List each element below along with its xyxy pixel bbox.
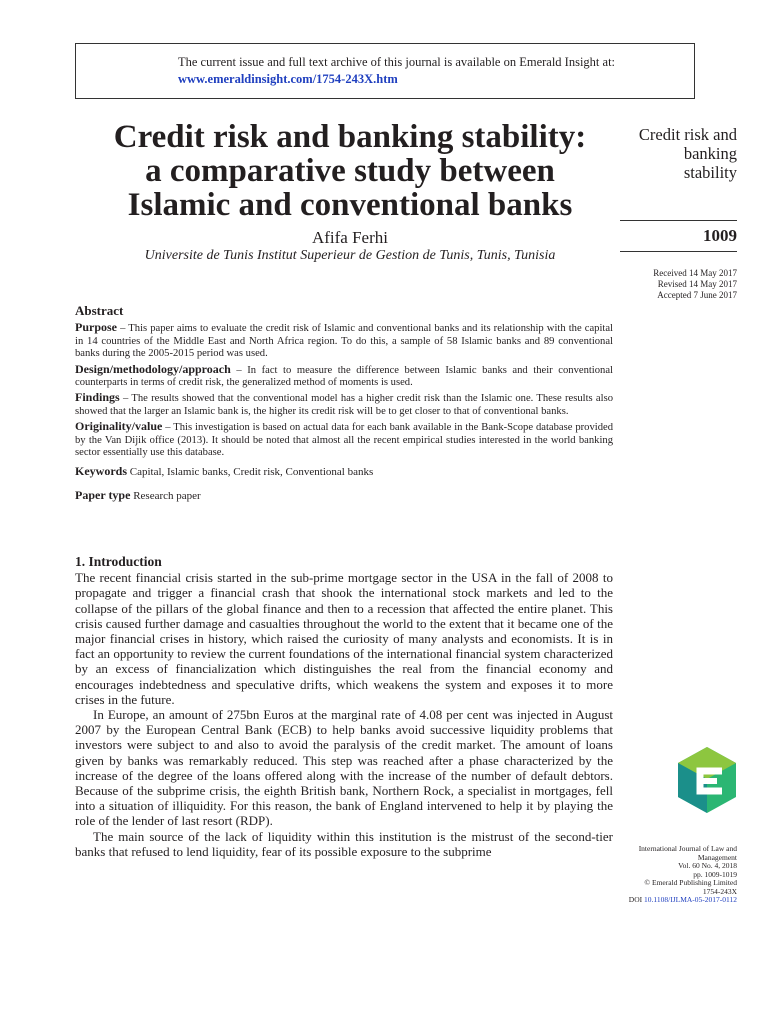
abstract-section <box>75 305 613 502</box>
running-title: Credit risk and banking stability <box>638 125 737 182</box>
abstract-paper-type: Paper type Research paper <box>75 487 201 502</box>
author-affiliation: Universite de Tunis Institut Superieur de Gestion de Tunis, Tunis, Tunisia <box>144 248 556 263</box>
abstract-originality: Originality/value – This investigation is based on actual data for each bank available in the Bank-Scope database provided by the Van Dijik office (2013). It should be noted that almost all the recent empirical studies interested in the world banking sector essentially use this database. <box>75 419 613 459</box>
journal-url-link[interactable]: www.emeraldinsight.com/1754-243X.htm <box>178 72 398 86</box>
doi-line: DOI 10.1108/IJLMA-05-2017-0112 <box>628 895 737 904</box>
abstract-keywords: Keywords Capital, Islamic banks, Credit risk, Conventional banks <box>75 464 374 479</box>
sidebar-rule-top <box>620 220 737 221</box>
abstract-findings: Findings – The results showed that the conventional model has a higher credit risk than the Islamic one. These results also showed that the larger an Islamic bank is, the higher its credit risk will be to get closer to that of conventional banks. <box>75 390 613 417</box>
intro-paragraph: In Europe, an amount of 275bn Euros at the marginal rate of 4.08 per cent was injected in August 2007 by the European Central Bank (ECB) to help banks avoid successive liquidity problems that investors were subject to and also to avoid the paralysis of the credit market. The amount of loans given by banks was remarkably reduced. This step was reached after a phase characterized by the increase of the degree of the loans offered along with the increase of the number of default debtors. Because of the subprime crisis, the eighth British bank, Northern Rock, a specialist in mortgages, fell into a situation of illiquidity. For this reason, the bank of England intervened to help it by playing the role of the lender of last resort (RDP). <box>75 707 613 829</box>
introduction-heading: 1. Introduction <box>75 554 162 569</box>
doi-link[interactable]: 10.1108/IJLMA-05-2017-0112 <box>644 895 737 904</box>
notice-text: The current issue and full text archive of this journal is available on Emerald Insight at: <box>178 55 616 69</box>
article-dates: Received 14 May 2017 Revised 14 May 2017 Accepted 7 June 2017 <box>653 268 737 300</box>
intro-paragraph: The main source of the lack of liquidity within this institution is the mistrust of the second-tier banks that refused to lend liquidity, fear of its possible exposure to the subprime <box>75 828 613 859</box>
sidebar-rule-bottom <box>620 251 737 252</box>
article-title: Credit risk and banking stability: a comparative study between Islamic and conventional banks <box>113 119 587 223</box>
intro-paragraph: The recent financial crisis started in the sub-prime mortgage sector in the USA in the fall of 2008 to propagate and trigger a financial crash that shook the international stock markets and led to the collapse of the pillars of the global finance and then to a recession that affected the entire planet. This crisis caused further damage and casualties throughout the world to the extent that it became one of the major financial crises in history, which raised the curiosity of many analysts and economists. It is in fact an opportunity to review the current foundations of the international financial system characterized by an excess of financialization which distinguishes the real from the financial economy and encourages indebtedness and speculative drifts, which weakens the system and exposes it to more crises in the future. <box>75 570 613 707</box>
emerald-logo-icon <box>676 745 738 815</box>
introduction-section <box>75 554 613 859</box>
page-number: 1009 <box>703 226 737 245</box>
journal-info: International Journal of Law and Management Vol. 60 No. 4, 2018 pp. 1009-1019 © Emerald Publishing Limited 1754-243X DOI 10.1108/IJLMA-05-2017-0112 <box>600 845 737 905</box>
author-name: Afifa Ferhi <box>311 228 388 247</box>
journal-availability-notice <box>75 43 695 99</box>
abstract-purpose: Purpose – This paper aims to evaluate the credit risk of Islamic and conventional banks and its relationship with the capital in 14 countries of the Middle East and North Africa region. To do this, a sample of 58 Islamic banks and 89 conventional banks during the 2005-2015 period was used. <box>75 320 613 360</box>
abstract-heading: Abstract <box>75 303 124 318</box>
abstract-design: Design/methodology/approach – In fact to measure the difference between Islamic banks and their conventional counterparts in terms of credit risk, the generalized method of moments is used. <box>75 361 613 389</box>
